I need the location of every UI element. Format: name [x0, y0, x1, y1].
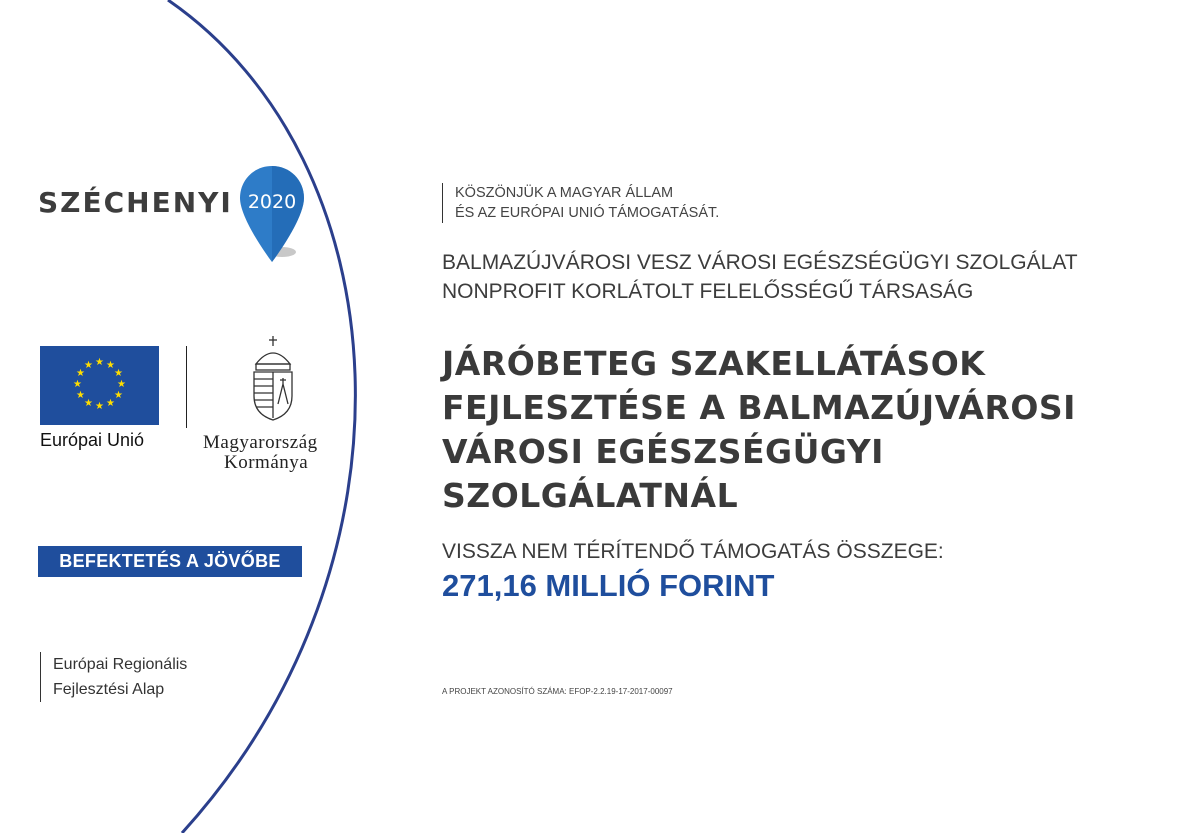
fund-label	[40, 652, 187, 702]
szechenyi-year: 2020	[247, 191, 297, 213]
svg-text:★: ★	[95, 357, 104, 368]
thanks-line1: KÖSZÖNJÜK A MAGYAR ÁLLAM	[455, 185, 674, 201]
svg-text:★: ★	[76, 390, 85, 401]
svg-text:★: ★	[106, 398, 115, 409]
svg-text:★: ★	[73, 379, 82, 390]
svg-text:★: ★	[84, 398, 93, 409]
thanks-line2: ÉS AZ EURÓPAI UNIÓ TÁMOGATÁSÁT.	[455, 205, 720, 221]
eu-label: Európai Unió	[40, 430, 145, 450]
szechenyi-2020-pin-icon	[238, 164, 310, 268]
support-amount-label: VISSZA NEM TÉRÍTENDŐ TÁMOGATÁS ÖSSZEGE:	[442, 540, 944, 563]
government-label-line1: Magyarország	[203, 432, 318, 453]
svg-text:★: ★	[114, 368, 123, 379]
svg-text:★: ★	[95, 401, 104, 412]
szechenyi-logo-text: SZÉCHENYI	[38, 186, 233, 219]
svg-text:★: ★	[84, 360, 93, 371]
svg-text:★: ★	[117, 379, 126, 390]
project-title: JÁRÓBETEG SZAKELLÁTÁSOK FEJLESZTÉSE A BALMAZÚJVÁROSI VÁROSI EGÉSZSÉGÜGYI SZOLGÁLATNÁL	[442, 344, 1076, 515]
fund-label-line2: Fejlesztési Alap	[53, 681, 165, 698]
support-amount-value: 271,16 MILLIÓ FORINT	[442, 568, 775, 603]
invest-future-badge: BEFEKTETÉS A JÖVŐBE	[38, 546, 302, 577]
eu-stars-icon	[40, 346, 159, 425]
logo-divider	[186, 346, 187, 428]
svg-text:★: ★	[76, 368, 85, 379]
project-id: A PROJEKT AZONOSÍTÓ SZÁMA: EFOP-2.2.19-17-2017-00097	[442, 687, 673, 696]
svg-text:★: ★	[114, 390, 123, 401]
government-label-line2: Kormánya	[224, 452, 309, 473]
fund-label-line1: Európai Regionális	[53, 656, 188, 673]
svg-text:★: ★	[106, 360, 115, 371]
hungary-coat-of-arms-icon	[248, 334, 298, 422]
thanks-note	[442, 183, 719, 223]
beneficiary-name: BALMAZÚJVÁROSI VESZ VÁROSI EGÉSZSÉGÜGYI SZOLGÁLAT NONPROFIT KORLÁTOLT FELELŐSSÉGŰ TÁRSASÁG	[442, 251, 1078, 303]
eu-flag	[40, 346, 159, 425]
